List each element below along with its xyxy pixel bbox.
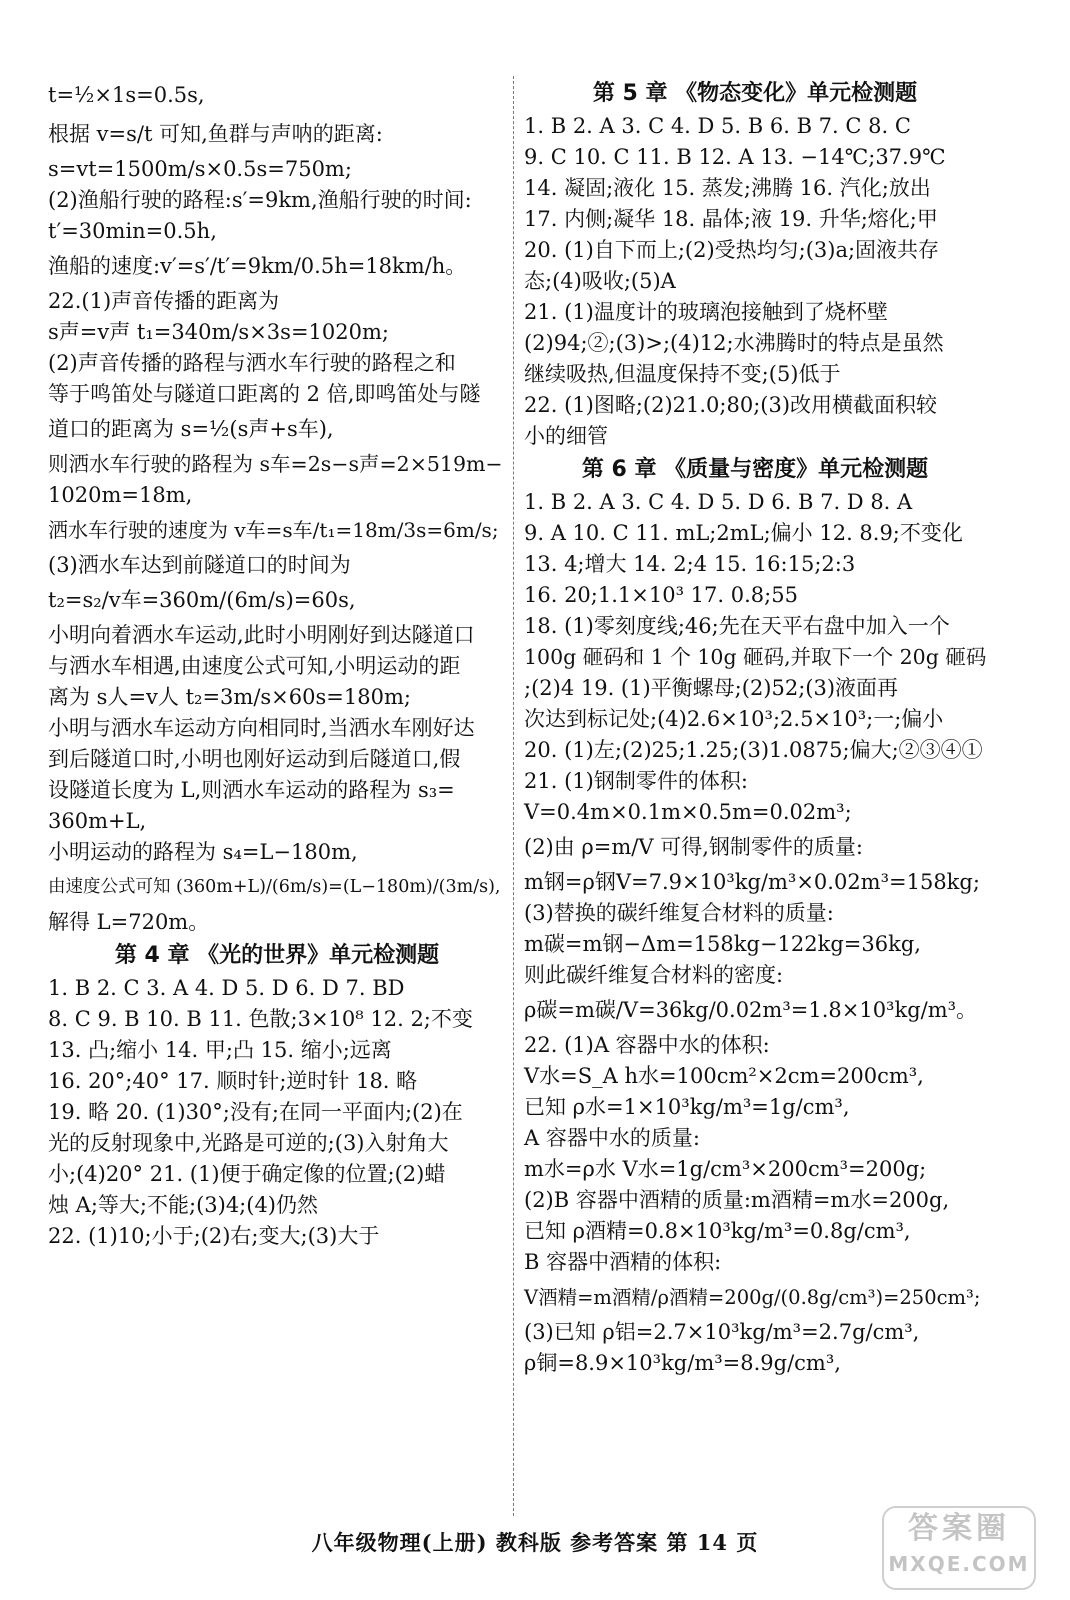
answer-line: 8. C 9. B 10. B 11. 色散;3×10⁸ 12. 2;不变 xyxy=(48,1007,473,1031)
watermark-logo xyxy=(882,1506,1036,1590)
answer-line: 9. A 10. C 11. mL;2mL;偏小 12. 8.9;不变化 xyxy=(524,521,963,545)
answer-line: ;(2)4 19. (1)平衡螺母;(2)52;(3)液面再 xyxy=(524,676,899,700)
answer-line: (2)B 容器中酒精的质量:m酒精=m水=200g, xyxy=(524,1188,950,1212)
answer-line: 离为 s人=v人 t₂=3m/s×60s=180m; xyxy=(48,685,411,709)
answer-line: 9. C 10. C 11. B 12. A 13. −14℃;37.9℃ xyxy=(524,145,946,169)
answer-line: 1. B 2. A 3. C 4. D 5. B 6. B 7. C 8. C xyxy=(524,114,911,138)
chapter-4-heading: 第 4 章 《光的世界》单元检测题 xyxy=(114,943,440,968)
answer-line: 21. (1)温度计的玻璃泡接触到了烧杯壁 xyxy=(524,300,888,324)
watermark-url: MXQE.COM xyxy=(888,1552,1030,1576)
answer-line: 渔船的速度:v′=s′/t′=9km/0.5h=18km/h。 xyxy=(48,254,467,278)
answer-line: 小的细管 xyxy=(524,424,608,448)
answer-line: 19. 略 20. (1)30°;没有;在同一平面内;(2)在 xyxy=(48,1100,463,1124)
answer-line: 1020m=18m, xyxy=(48,483,193,507)
right-answer-column xyxy=(524,76,986,1379)
answer-line: 21. (1)钢制零件的体积: xyxy=(524,769,748,793)
answer-line: 根据 v=s/t 可知,鱼群与声呐的距离: xyxy=(48,122,383,146)
answer-line: 小明向着洒水车运动,此时小明刚好到达隧道口 xyxy=(48,623,475,647)
answer-line: 到后隧道口时,小明也刚好运动到后隧道口,假 xyxy=(48,747,461,771)
answer-line: t′=30min=0.5h, xyxy=(48,219,217,243)
left-answer-column xyxy=(48,76,506,1252)
answer-line: 17. 内侧;凝华 18. 晶体;液 19. 升华;熔化;甲 xyxy=(524,207,938,231)
answer-line: 16. 20°;40° 17. 顺时针;逆时针 18. 略 xyxy=(48,1069,418,1093)
answer-line: V=0.4m×0.1m×0.5m=0.02m³; xyxy=(524,800,852,824)
chapter-6-heading: 第 6 章 《质量与密度》单元检测题 xyxy=(581,457,929,482)
answer-line: ρ铜=8.9×10³kg/m³=8.9g/cm³, xyxy=(524,1351,841,1375)
answer-line: (3)洒水车达到前隧道口的时间为 xyxy=(48,553,351,577)
answer-line: 已知 ρ酒精=0.8×10³kg/m³=0.8g/cm³, xyxy=(524,1219,911,1243)
answer-line: 设隧道长度为 L,则洒水车运动的路程为 s₃= xyxy=(48,778,455,802)
answer-line: (3)已知 ρ铝=2.7×10³kg/m³=2.7g/cm³, xyxy=(524,1320,920,1344)
answer-line: 22.(1)声音传播的距离为 xyxy=(48,289,280,313)
answer-line: 1. B 2. A 3. C 4. D 5. D 6. B 7. D 8. A xyxy=(524,490,913,514)
answer-line: (2)渔船行驶的路程:s′=9km,渔船行驶的时间: xyxy=(48,188,472,212)
answer-line: 1. B 2. C 3. A 4. D 5. D 6. D 7. BD xyxy=(48,976,405,1000)
answer-line: 洒水车行驶的速度为 v车=s车/t₁=18m/3s=6m/s; xyxy=(48,518,499,542)
answer-line: (3)替换的碳纤维复合材料的质量: xyxy=(524,901,834,925)
answer-line: 烛 A;等大;不能;(3)4;(4)仍然 xyxy=(48,1193,318,1217)
answer-line: 继续吸热,但温度保持不变;(5)低于 xyxy=(524,362,841,386)
answer-line: 与洒水车相遇,由速度公式可知,小明运动的距 xyxy=(48,654,461,678)
answer-line: 小;(4)20° 21. (1)便于确定像的位置;(2)蜡 xyxy=(48,1162,446,1186)
answer-line: s=vt=1500m/s×0.5s=750m; xyxy=(48,157,352,181)
answer-line: 态;(4)吸收;(5)A xyxy=(524,269,676,293)
answer-line: 22. (1)10;小于;(2)右;变大;(3)大于 xyxy=(48,1224,380,1248)
answer-line: (2)94;②;(3)>;(4)12;水沸腾时的特点是虽然 xyxy=(524,331,944,355)
answer-line: 14. 凝固;液化 15. 蒸发;沸腾 16. 汽化;放出 xyxy=(524,176,931,200)
answer-line: 等于鸣笛处与隧道口距离的 2 倍,即鸣笛处与隧 xyxy=(48,382,481,406)
answer-line: m碳=m钢−Δm=158kg−122kg=36kg, xyxy=(524,932,921,956)
answer-line: 小明运动的路程为 s₄=L−180m, xyxy=(48,840,358,864)
answer-line: 解得 L=720m。 xyxy=(48,910,210,934)
chapter-5-heading: 第 5 章 《物态变化》单元检测题 xyxy=(592,81,918,106)
answer-line: 18. (1)零刻度线;46;先在天平右盘中加入一个 xyxy=(524,614,950,638)
answer-line: 小明与洒水车运动方向相同时,当洒水车刚好达 xyxy=(48,716,475,740)
answer-line: 13. 4;增大 14. 2;4 15. 16:15;2:3 xyxy=(524,552,856,576)
answer-line: V水=S_A h水=100cm²×2cm=200cm³, xyxy=(524,1064,924,1088)
answer-line: B 容器中酒精的体积: xyxy=(524,1250,722,1274)
answer-line: 次达到标记处;(4)2.6×10³;2.5×10³;一;偏小 xyxy=(524,707,944,731)
answer-line: 20. (1)自下而上;(2)受热均匀;(3)a;固液共存 xyxy=(524,238,940,262)
answer-line: m水=ρ水 V水=1g/cm³×200cm³=200g; xyxy=(524,1157,927,1181)
answer-line: 16. 20;1.1×10³ 17. 0.8;55 xyxy=(524,583,798,607)
answer-line: 22. (1)A 容器中水的体积: xyxy=(524,1033,770,1057)
answer-line: 360m+L, xyxy=(48,809,147,833)
answer-line: 22. (1)图略;(2)21.0;80;(3)改用横截面积较 xyxy=(524,393,938,417)
page-footer: 八年级物理(上册) 教科版 参考答案 第 14 页 xyxy=(311,1530,759,1555)
answer-line: t₂=s₂/v车=360m/(6m/s)=60s, xyxy=(48,588,356,612)
answer-line: V酒精=m酒精/ρ酒精=200g/(0.8g/cm³)=250cm³; xyxy=(524,1286,981,1309)
column-divider xyxy=(513,76,514,1516)
answer-line: (2)声音传播的路程与洒水车行驶的路程之和 xyxy=(48,351,456,375)
watermark-title: 答案圈 xyxy=(908,1511,1010,1546)
answer-line: 则洒水车行驶的路程为 s车=2s−s声=2×519m− xyxy=(48,452,503,476)
answer-line: 100g 砸码和 1 个 10g 砸码,并取下一个 20g 砸码 xyxy=(524,645,987,669)
answer-line: (2)由 ρ=m/V 可得,钢制零件的质量: xyxy=(524,835,863,859)
answer-line: 已知 ρ水=1×10³kg/m³=1g/cm³, xyxy=(524,1095,850,1119)
answer-line: 光的反射现象中,光路是可逆的;(3)入射角大 xyxy=(48,1131,449,1155)
answer-line: 由速度公式可知 (360m+L)/(6m/s)=(L−180m)/(3m/s), xyxy=(48,877,501,897)
answer-line: m钢=ρ钢V=7.9×10³kg/m³×0.02m³=158kg; xyxy=(524,870,980,894)
answer-line: s声=v声 t₁=340m/s×3s=1020m; xyxy=(48,320,389,344)
answer-line: 13. 凸;缩小 14. 甲;凸 15. 缩小;远离 xyxy=(48,1038,392,1062)
answer-line: 20. (1)左;(2)25;1.25;(3)1.0875;偏大;②③④① xyxy=(524,738,983,762)
answer-line: A 容器中水的质量: xyxy=(524,1126,700,1150)
answer-line: 道口的距离为 s=½(s声+s车), xyxy=(48,417,334,441)
answer-line: ρ碳=m碳/V=36kg/0.02m³=1.8×10³kg/m³。 xyxy=(524,998,978,1022)
answer-line: t=½×1s=0.5s, xyxy=(48,83,205,107)
answer-line: 则此碳纤维复合材料的密度: xyxy=(524,963,784,987)
